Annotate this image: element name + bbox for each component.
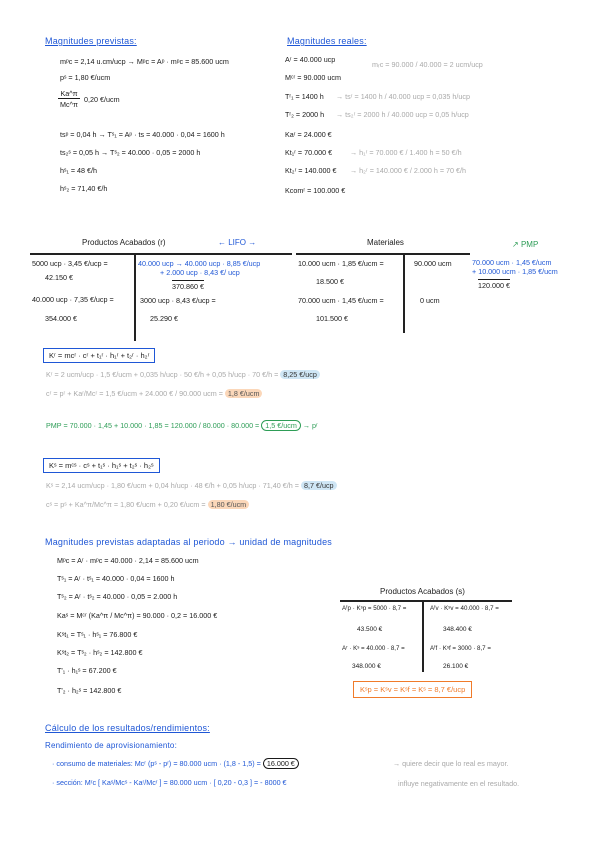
- calc-sub: Rendimiento de aprovisionamiento:: [45, 741, 178, 750]
- calc-line-2: · sección: Mʳc [ Kaˢ/Mcˢ - Kaʳ/Mcʳ ] = 80.000 ucm · [ 0,20 - 0,3 ] = - 8000 €: [52, 778, 287, 787]
- mat-vline: [403, 253, 405, 333]
- adapt-title: Magnitudes previstas adaptadas al periodo → unidad de magnitudes: [45, 537, 332, 547]
- adapt-line-1: Mᵖc = Aʳ · mᵖc = 40.000 · 2,14 = 85.600 ucm: [57, 556, 199, 565]
- kr-formula-box: Kʳ = mcʳ · cʳ + t₁ʳ · h₁ʳ + t₂ʳ · h₂ʳ: [43, 348, 155, 363]
- real-note-5: → h₂ʳ = 140.000 € / 2.000 h = 70 €/h: [350, 166, 467, 175]
- pa-s-cell-6: Aᶠf · Kˢf = 3000 · 8,7 =: [430, 645, 491, 652]
- ks-result-1: 8,7 €/ucp: [301, 481, 337, 490]
- real-note-2: → tsʳ = 1400 h / 40.000 ucp = 0,035 h/ucp: [336, 92, 470, 101]
- adapt-line-7: T'₁ · h₁ˢ = 67.200 €: [57, 666, 117, 675]
- kr-result-2: 1,8 €/ucm: [225, 389, 263, 398]
- mat-side-1: 70.000 ucm · 1,45 €/ucm: [472, 258, 552, 267]
- mat-right-1: 90.000 ucm: [414, 259, 452, 268]
- ks-formula-box: Kˢ = mᶜˢ · cˢ + t₁ˢ · h₁ˢ + t₂ˢ · h₂ˢ: [43, 458, 160, 473]
- pa-s-cell-4: 348.400 €: [443, 626, 472, 633]
- real-title: Magnitudes reales:: [287, 36, 367, 46]
- ks-result-2: 1,80 €/ucm: [208, 500, 250, 509]
- pa-s-result-box: Kˢp = Kˢv = Kˢf = Kˢ = 8,7 €/ucp: [353, 681, 472, 698]
- mat-left-3: 70.000 ucm · 1,45 €/ucm =: [298, 296, 384, 305]
- prev-ka-num: Ka^π: [58, 89, 80, 99]
- lifo-label: ← LIFO →: [218, 238, 257, 247]
- prev-line-7: hˢ₂ = 71,40 €/h: [60, 184, 108, 193]
- pa-r-hline: [30, 253, 292, 255]
- mat-left-4: 101.500 €: [316, 314, 348, 323]
- adapt-line-3: Tˢ₂ = Aʳ · tˢ₂ = 40.000 · 0,05 = 2.000 h: [57, 592, 178, 601]
- prev-line-6: hˢ₁ = 48 €/h: [60, 166, 98, 175]
- mat-hline: [296, 253, 470, 255]
- prev-line-3: 0,20 €/ucm: [84, 95, 120, 104]
- kr-pmp-text: PMP = 70.000 · 1,45 + 10.000 · 1,85 = 120.000 / 80.000 · 80.000 =: [46, 421, 260, 430]
- calc-line-1-text: · consumo de materiales: Mcʳ (pˢ - pʳ) = 80.000 ucm · (1,8 - 1,5) =: [52, 759, 261, 768]
- adapt-line-6: Kˢt₂ = Tˢ₂ · hˢ₂ = 142.800 €: [57, 648, 143, 657]
- real-line-3: Tʳ₁ = 1400 h: [285, 92, 324, 101]
- real-note-3: → ts₂ʳ = 2000 h / 40.000 ucp = 0,05 h/ucp: [336, 110, 469, 119]
- pa-r-right-3: 370.860 €: [172, 282, 204, 291]
- prev-ka-den: Mc^π: [60, 100, 78, 109]
- calc-line-1: [52, 759, 299, 768]
- adapt-line-4: Kaˢ = Mᶜʳ (Ka^π / Mc^π) = 90.000 · 0,2 = 16.000 €: [57, 611, 218, 620]
- pa-r-vline: [134, 253, 136, 341]
- pa-s-cell-2: Aᶠv · Kˢv = 40.000 · 8,7 =: [430, 605, 499, 612]
- kr-line-2: [46, 389, 262, 398]
- pa-r-left-3: 40.000 ucp · 7,35 €/ucp =: [32, 295, 114, 304]
- real-line-1: Aʳ = 40.000 ucp: [285, 55, 336, 64]
- mat-left-1: 10.000 ucm · 1,85 €/ucm =: [298, 259, 384, 268]
- pa-r-left-4: 354.000 €: [45, 314, 77, 323]
- prev-title: Magnitudes previstas:: [45, 36, 137, 46]
- real-line-8: Kcomʳ = 100.000 €: [285, 186, 346, 195]
- ks-line-1-text: Kˢ = 2,14 ucm/ucp · 1,80 €/ucm + 0,04 h/ucp · 48 €/h + 0,05 h/ucp · 71,40 €/h =: [46, 481, 299, 490]
- real-line-2: Mᶜʳ = 90.000 ucm: [285, 73, 342, 82]
- mat-right-2: 0 ucm: [420, 296, 440, 305]
- kr-pmp-arrow: → pʳ: [302, 421, 318, 430]
- pa-s-vline: [422, 600, 424, 672]
- kr-pmp-result: 1,5 €/ucm: [261, 420, 301, 431]
- real-line-5: Kaʳ = 24.000 €: [285, 130, 332, 139]
- pa-r-right-4: 3000 ucp · 8,43 €/ucp =: [140, 296, 216, 305]
- pa-r-left-2: 42.150 €: [45, 273, 73, 282]
- pa-r-right-1: 40.000 ucp → 40.000 ucp · 8,85 €/ucp: [138, 259, 261, 268]
- mat-side-2: + 10.000 ucm · 1,85 €/ucm: [472, 267, 558, 276]
- prev-line-1: mᵖc = 2,14 u.cm/ucp → Mᵖc = Aᵖ · mᵖc = 85.600 ucm: [60, 57, 229, 66]
- kr-pmp-line: [46, 421, 318, 430]
- pmp-text: PMP: [520, 240, 539, 249]
- lifo-text: LIFO: [228, 238, 247, 247]
- prev-line-5: ts₂ˢ = 0,05 h → Tˢ₂ = 40.000 · 0,05 = 2000 h: [60, 148, 201, 157]
- pa-s-hline: [340, 600, 512, 602]
- prev-line-2: pˢ = 1,80 €/ucm: [60, 73, 111, 82]
- adapt-line-2: Tˢ₁ = Aʳ · tˢ₁ = 40.000 · 0,04 = 1600 h: [57, 574, 175, 583]
- kr-result-1: 8,25 €/ucp: [280, 370, 320, 379]
- adapt-line-5: Kˢt₁ = Tˢ₁ · hˢ₁ = 76.800 €: [57, 630, 138, 639]
- pa-r-right-2: + 2.000 ucp · 8,43 €/ ucp: [160, 268, 240, 277]
- mat-side-3: 120.000 €: [478, 281, 510, 290]
- mat-title: Materiales: [367, 238, 404, 247]
- ks-line-1: [46, 481, 337, 490]
- ks-line-2: [46, 500, 249, 509]
- mat-left-2: 18.500 €: [316, 277, 344, 286]
- calc-title: Cálculo de los resultados/rendimientos:: [45, 723, 210, 733]
- adapt-line-8: T'₂ · h₂ˢ = 142.800 €: [57, 686, 122, 695]
- pmp-label: ↗ PMP: [512, 240, 539, 249]
- calc-result-1: 16.000 €: [263, 758, 299, 769]
- pa-r-right-5: 25.290 €: [150, 314, 178, 323]
- pa-r-title: Productos Acabados (r): [82, 238, 166, 247]
- kr-line-1: [46, 370, 320, 379]
- real-line-4: Tʳ₂ = 2000 h: [285, 110, 325, 119]
- real-note-1: mᵣc = 90.000 / 40.000 = 2 ucm/ucp: [372, 60, 483, 69]
- calc-note-2: influye negativamente en el resultado.: [398, 779, 520, 788]
- pa-s-cell-8: 26.100 €: [443, 663, 469, 670]
- calc-note-1: → quiere decir que lo real es mayor.: [393, 759, 509, 768]
- ks-line-2-text: cˢ = pˢ + Ka^π/Mc^π = 1,80 €/ucm + 0,20 €/ucm =: [46, 500, 206, 509]
- pa-s-cell-3: 43.500 €: [357, 626, 383, 633]
- prev-line-4: tsᵖ = 0,04 h → Tˢ₁ = Aᵖ · ts = 40.000 · 0,04 = 1600 h: [60, 130, 225, 139]
- real-note-4: → h₁ʳ = 70.000 € / 1.400 h = 50 €/h: [350, 148, 462, 157]
- pa-s-cell-5: Aʳ · Kˢ = 40.000 · 8,7 =: [342, 645, 405, 652]
- pa-r-left-1: 5000 ucp · 3,45 €/ucp =: [32, 259, 108, 268]
- real-line-7: Kt₂ʳ = 140.000 €: [285, 166, 337, 175]
- real-line-6: Kt₁ʳ = 70.000 €: [285, 148, 333, 157]
- pa-s-cell-7: 348.000 €: [352, 663, 381, 670]
- pa-s-cell-1: Aᶠp · Kˢp = 5000 · 8,7 =: [342, 605, 407, 612]
- pa-s-title: Productos Acabados (s): [380, 587, 465, 596]
- kr-line-2-text: cʳ = pʳ + Kaʳ/Mcʳ = 1,5 €/ucm + 24.000 € / 90.000 ucm =: [46, 389, 223, 398]
- kr-line-1-text: Kʳ = 2 ucm/ucp · 1,5 €/ucm + 0,035 h/ucp · 50 €/h + 0,05 h/ucp · 70 €/h =: [46, 370, 279, 379]
